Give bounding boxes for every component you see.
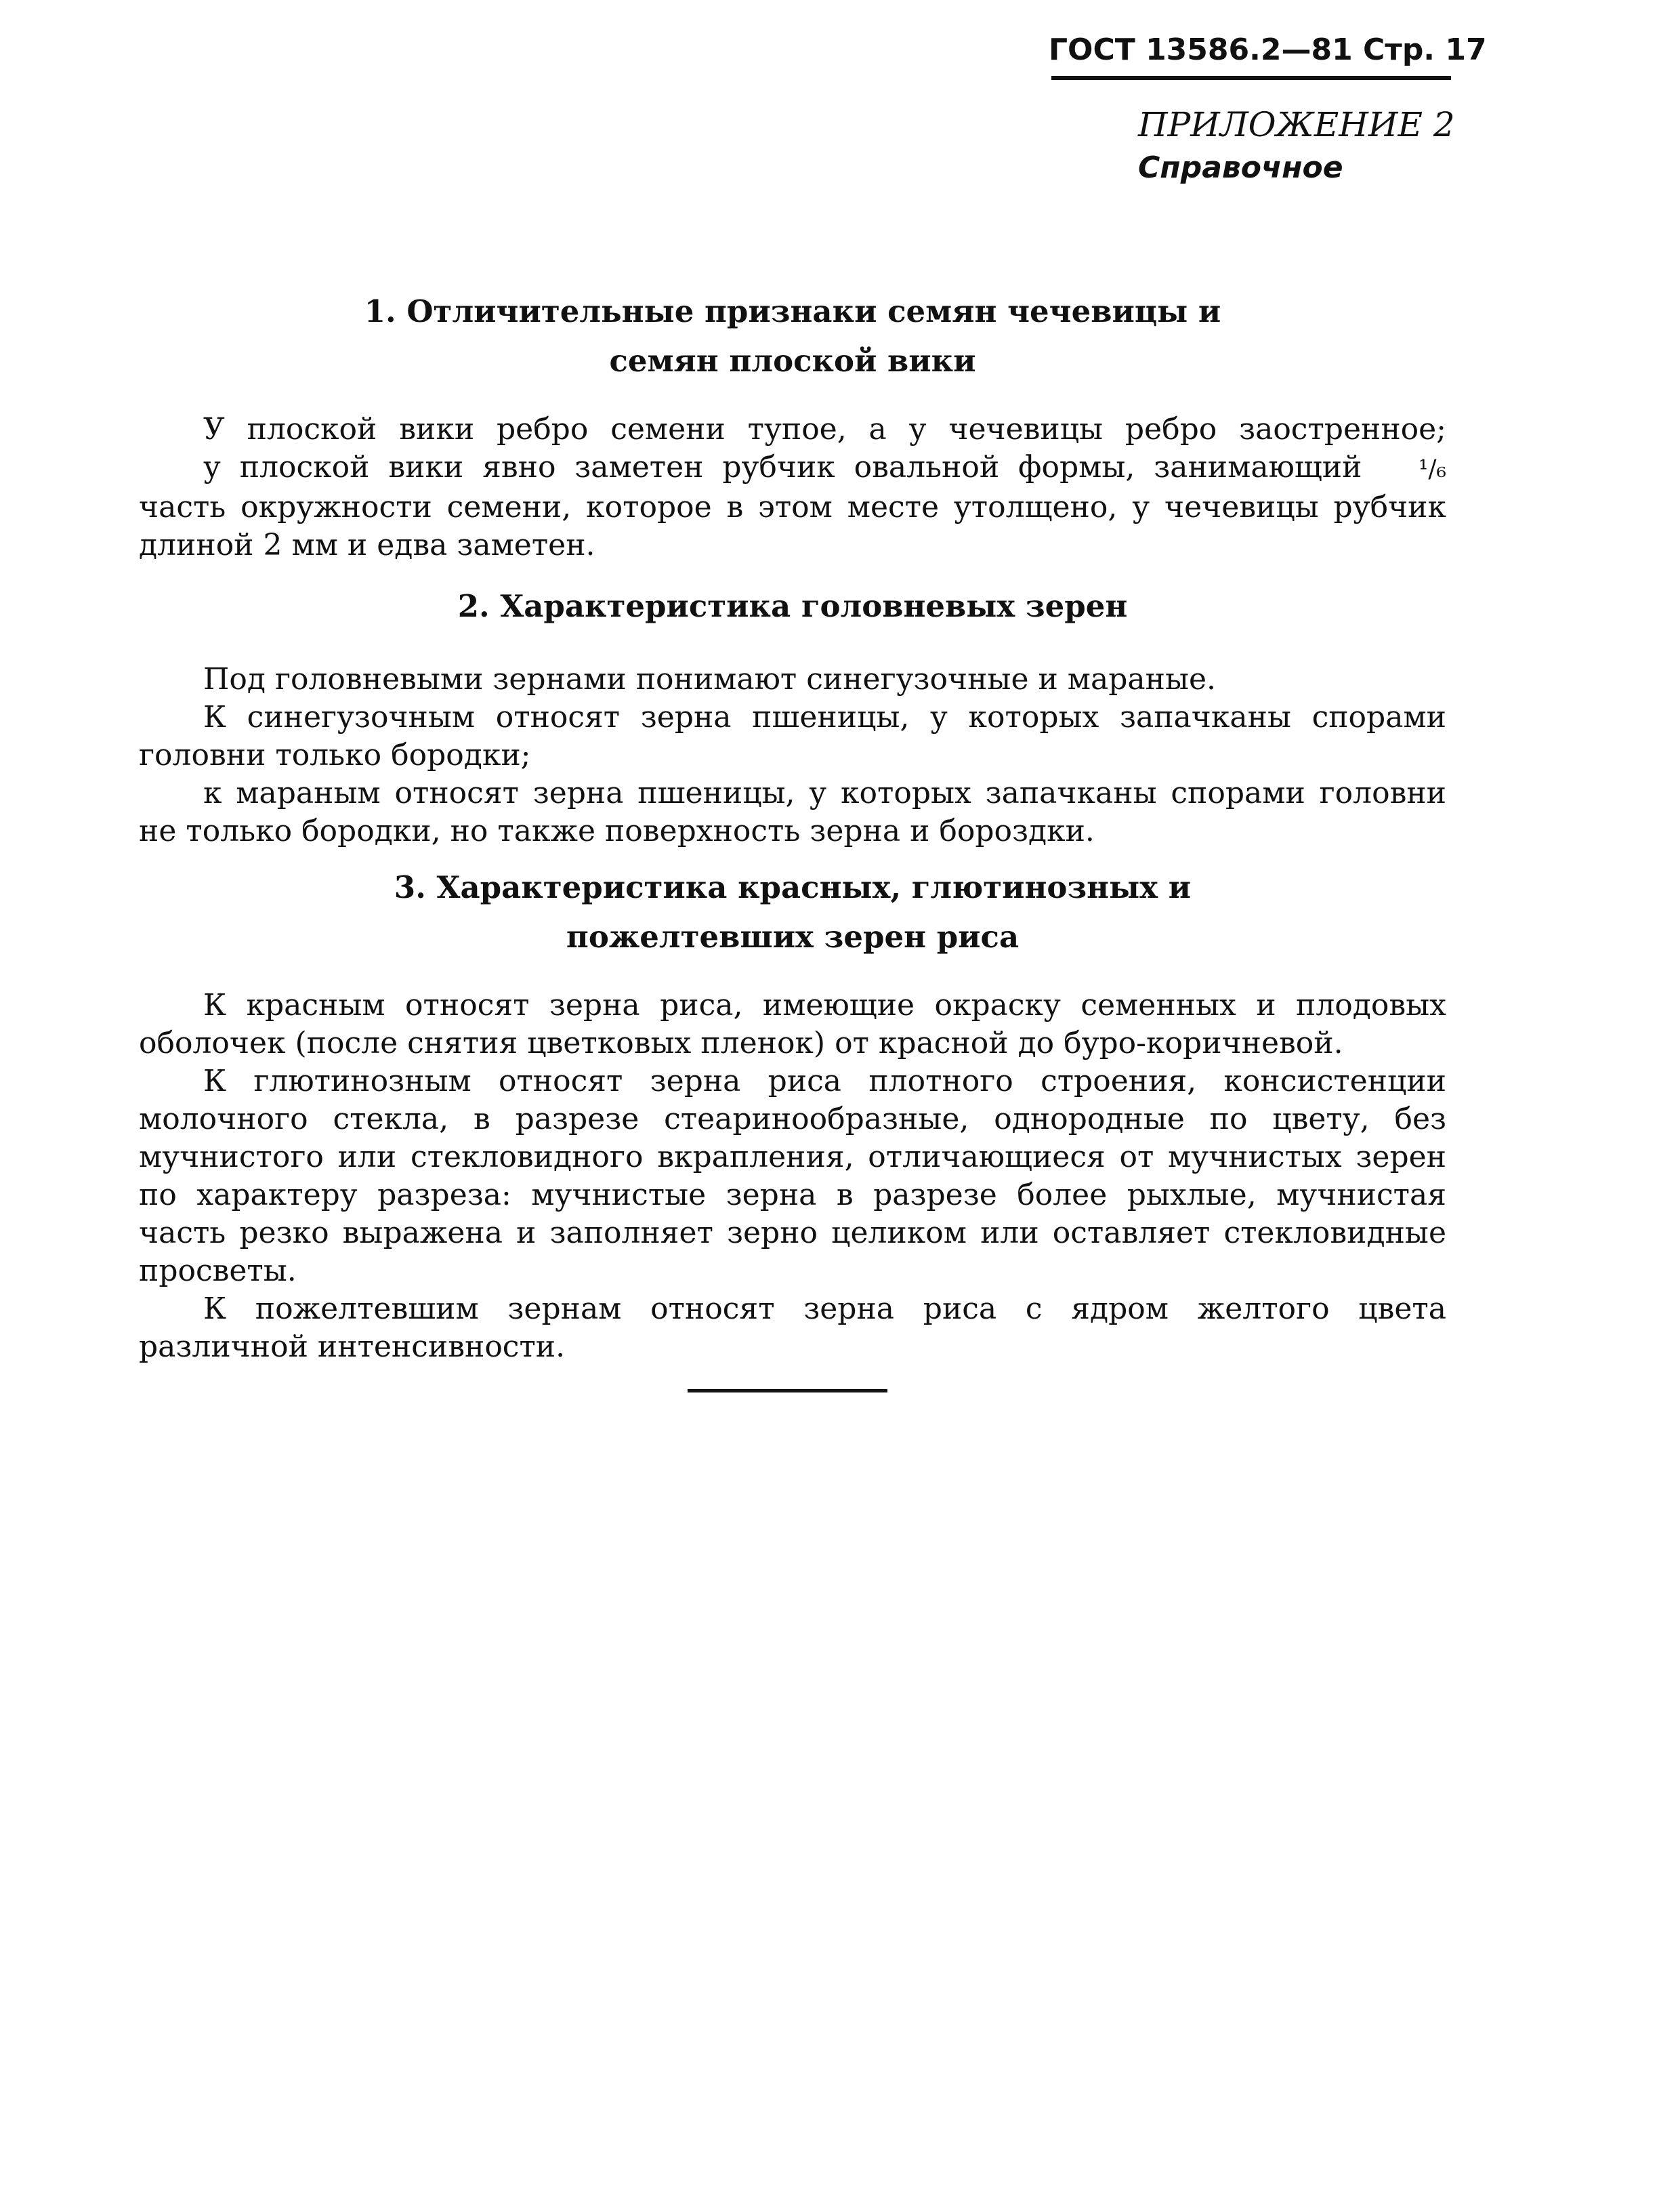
section-3 <box>139 861 1446 1366</box>
section-1-heading-line2: семян плоской вики <box>609 343 976 379</box>
end-rule <box>688 1389 887 1392</box>
section-1-paragraph-3: часть окружности семени, которое в этом месте утолщено, у чечевицы рубчик длиной 2 мм и едва заметен. <box>139 490 1446 562</box>
section-1-paragraph-2 <box>139 449 1446 489</box>
fraction-one-sixth: ¹/₆ <box>1419 455 1446 483</box>
section-2 <box>139 579 1446 850</box>
section-3-paragraph-3: К пожелтевшим зернам относят зерна риса с ядром желтого цвета различной интенсивности. <box>139 1292 1446 1364</box>
section-2-paragraph-3: к мараным относят зерна пшеницы, у которых запачканы спорами головни не только бородки, но также поверхность зерна и бороздки. <box>139 776 1446 848</box>
section-1 <box>139 285 1446 564</box>
appendix-label <box>1138 103 1456 190</box>
section-3-paragraph-1: К красным относят зерна риса, имеющие окраску семенных и плодовых оболочек (после снятия цветковых пленок) от красной до буро-коричневой. <box>139 988 1446 1060</box>
section-3-heading-line1: 3. Характеристика красных, глютинозных и <box>394 869 1192 905</box>
section-1-paragraph-1: У плоской вики ребро семени тупое, а у чечевицы ребро заостренное; <box>203 412 1446 447</box>
section-1-heading-line1: 1. Отличительные признаки семян чечевицы и <box>364 293 1221 329</box>
appendix-subtitle: Справочное <box>1138 150 1343 185</box>
section-3-paragraph-2: К глютинозным относят зерна риса плотного строения, консистенции молочного стекла, в разрезе стеаринообразные, однородные по цвету, без мучнистого или стекловидного вкрапления, отличающиеся от мучнистых зерен по характеру разреза: мучнистые зерна в разрезе более рыхлые, мучнистая часть резко выражена и заполняет зерно целиком или оставляет стекловидные просветы. <box>139 1064 1446 1288</box>
section-3-heading-line2: пожелтевших зерен риса <box>566 919 1020 955</box>
section-2-paragraph-1: Под головневыми зернами понимают синегузочные и мараные. <box>203 662 1217 697</box>
section-2-paragraph-2: К синегузочным относят зерна пшеницы, у которых запачканы спорами головни только бородки; <box>139 700 1446 772</box>
appendix-title: ПРИЛОЖЕНИЕ 2 <box>1138 105 1455 144</box>
section-2-heading: 2. Характеристика головневых зерен <box>457 588 1128 624</box>
running-header: ГОСТ 13586.2—81 Стр. 17 <box>1049 33 1487 67</box>
header-rule <box>1051 76 1451 80</box>
section-1-paragraph-2-text: у плоской вики явно заметен рубчик овальной формы, занимающий <box>203 450 1362 484</box>
